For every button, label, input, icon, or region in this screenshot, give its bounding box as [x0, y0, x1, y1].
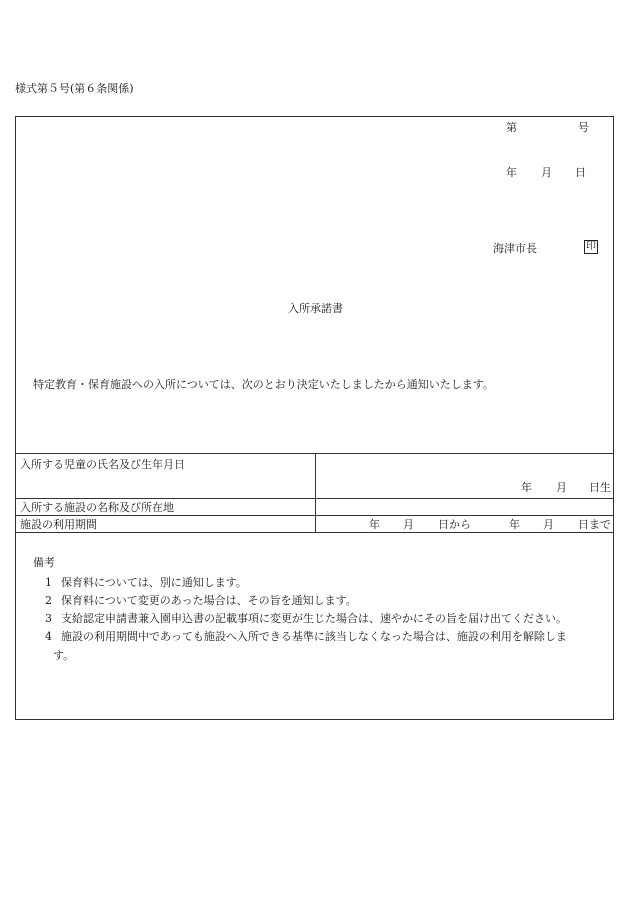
note-item-number: 1 — [45, 576, 52, 589]
note-item-continuation: す。 — [53, 649, 75, 662]
note-item-number: 4 — [45, 630, 52, 643]
note-item-text: 施設の利用期間中であっても施設へ入所できる基準に該当しなくなった場合は、施設の利用を解除しま — [61, 630, 567, 643]
note-item-number: 3 — [45, 612, 52, 625]
date-month: 月 — [541, 166, 552, 179]
note-item-text: 保育料について変更のあった場合は、その旨を通知します。 — [61, 594, 357, 607]
table-column-divider — [315, 453, 316, 532]
period-end-year: 年 — [509, 518, 520, 531]
child-name-label: 入所する児童の氏名及び生年月日 — [20, 458, 185, 471]
birth-month-label: 月 — [556, 481, 567, 494]
period-start-year: 年 — [369, 518, 380, 531]
period-start-day: 日から — [438, 518, 471, 531]
date-year: 年 — [506, 166, 517, 179]
seal-mark: 印 — [586, 241, 596, 252]
table-bottom-rule — [15, 532, 614, 533]
document-number-prefix: 第 — [506, 121, 517, 134]
birth-day-label: 日生 — [589, 481, 611, 494]
period-end-month: 月 — [543, 518, 554, 531]
note-item-number: 2 — [45, 594, 52, 607]
document-title: 入所承諾書 — [288, 302, 343, 315]
issuer-name: 海津市長 — [493, 242, 537, 255]
usage-period-label: 施設の利用期間 — [20, 518, 97, 531]
note-item-text: 保育料については、別に通知します。 — [61, 576, 247, 589]
date-day: 日 — [575, 166, 586, 179]
document-number-suffix: 号 — [578, 121, 589, 134]
note-item-text: 支給認定申請書兼入園申込書の記載事項に変更が生じた場合は、速やかにその旨を届け出てください。 — [61, 612, 567, 625]
intro-text: 特定教育・保育施設への入所については、次のとおり決定いたしましたから通知いたします。 — [33, 378, 494, 391]
period-start-month: 月 — [403, 518, 414, 531]
notes-heading: 備考 — [33, 556, 55, 569]
facility-name-label: 入所する施設の名称及び所在地 — [20, 501, 174, 514]
period-end-day: 日まで — [578, 518, 611, 531]
birth-year-label: 年 — [521, 481, 532, 494]
form-number: 様式第５号(第６条関係) — [15, 82, 134, 95]
